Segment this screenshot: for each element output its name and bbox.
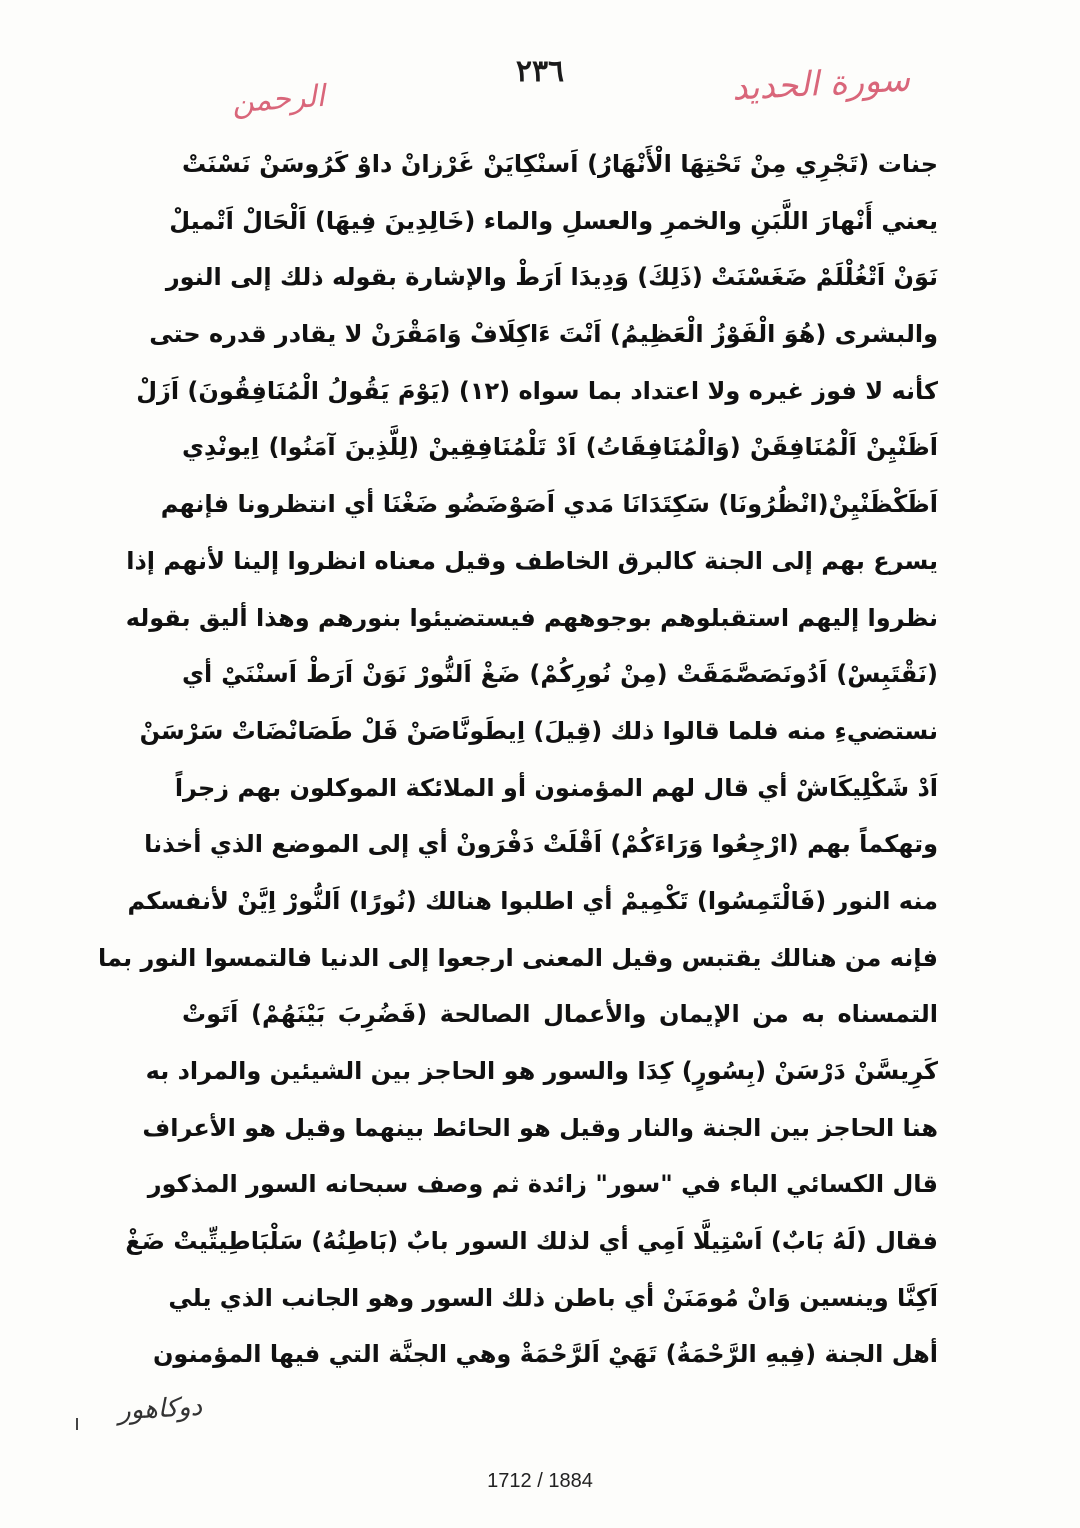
- text-line: فقال (لَهُ بَابٌ) اَسْتِيلَّا اَمِي أي لذلك السور بابٌ (بَاطِنُهُ) سَلْبَاطِيتِّيتْ ضَغْ: [125, 1227, 938, 1256]
- text-line: قال الكسائي الباء في "سور" زائدة ثم وصف سبحانه السور المذكور: [147, 1170, 938, 1199]
- text-line: نظروا إليهم استقبلوهم بوجوههم فيستضيئوا بنورهم وهذا أليق بقوله: [125, 603, 938, 632]
- text-line: كأنه لا فوز غيره ولا اعتداد بما سواه (١٢) (يَوْمَ يَقُولُ الْمُنَافِقُونَ) اَزَلْ: [136, 376, 938, 405]
- page-separator: /: [531, 1470, 549, 1492]
- text-line: أهل الجنة (فِيهِ الرَّحْمَةُ) تَهَيْ اَلرَّحْمَةْ وهي الجنَّة التي فيها المؤمنون: [152, 1340, 938, 1369]
- page-number: ٢٣٦: [515, 54, 565, 89]
- text-line: اَدْ شَكْلِيكَاشْ أي قال لهم المؤمنون أو الملائكة الموكلون بهم زجراً: [174, 773, 938, 802]
- handwritten-signature: دوكاهور: [117, 1391, 203, 1427]
- text-line: نستضيءِ منه فلما قالوا ذلك (قِيلَ) اِيطَونَّاصَنْ فَلْ طَصَانْضَاتْ سَرْسَنْ: [139, 716, 938, 745]
- text-line: التمسناه به من الإيمان والأعمال الصالحة (فَضُرِبَ بَيْنَهُمْ) اَتَوتْ: [182, 1000, 938, 1029]
- total-pages: 1884: [548, 1470, 593, 1492]
- margin-tick-mark: [76, 1418, 78, 1430]
- text-line: يسرع بهم إلى الجنة كالبرق الخاطف وقيل معناه انظروا إلينا لأنهم إذا: [126, 546, 938, 575]
- text-line: اَظَكْظَنْيِنْ(انْظُرُونَا) سَكِتَدَانَا مَدي اَصَوْضَضُو ضَغْنَا أي انتظرونا فإنهم: [160, 490, 938, 519]
- text-line: وتهكماً بهم (ارْجِعُوا وَرَاءَكُمْ) اَقْلَتْ دَفْرَونْ أي إلى الموضع الذي أخذنا: [144, 830, 938, 859]
- text-line: اَكِنَّا وينسين وَانْ مُومَنَنْ أي باطن ذلك السور وهو الجانب الذي يلي: [168, 1283, 938, 1312]
- text-line: كَرِيسَّنْ دَرْسَنْ (بِسُورٍ) كِدَا والسور هو الحاجز بين الشيئين والمراد به: [145, 1057, 938, 1085]
- surah-name-annotation: سورة الحديد: [731, 59, 911, 109]
- text-line: هنا الحاجز بين الجنة والنار وقيل هو الحائط بينهما وقيل هو الأعراف: [142, 1113, 938, 1142]
- text-line: والبشرى (هُوَ الْفَوْزُ الْعَظِيمُ) اَنْتَ ءَاكِلَافْ وَامَقْرَنْ لا يقادر قدره حتى: [149, 320, 938, 349]
- text-line: اَظَنْيِنْ اَلْمُنَافِقَنْ (وَالْمُنَافِقَاتُ) اَدْ تَلْمُنَافِقِينْ (لِلَّذِينَ آمَنُوا) اِيونْدِي: [182, 433, 938, 462]
- text-line: يعني أَنْهارَ اللَّبَنِ والخمرِ والعسلِ والماء (خَالِدِينَ فِيهَا) اَلْحَالْ اَتْميلْ: [169, 206, 938, 235]
- text-line: (نَقْتَبِسْ) اَدُونَصَصَّمَقَتْ (مِنْ نُورِكُمْ) ضَغْ اَلنُّورْ نَوَنْ اَرَطْ اَسنْنَيْ أي: [182, 660, 938, 689]
- page-counter: [0, 1470, 1080, 1493]
- text-line: منه النور (فَالْتَمِسُوا) تَكْمِيمْ أي اطلبوا هنالك (نُورًا) اَلنُّورْ اِيَّنْ لأنفسكم: [127, 886, 938, 915]
- body-text: [97, 136, 938, 1383]
- text-line: نَوَنْ اَتْغُلْلَمْ ضَغَسْنَتْ (ذَلِكَ) وَدِيدَا اَرَطْ والإشارة بقوله ذلك إلى النور: [165, 263, 938, 292]
- text-line: فإنه من هنالك يقتبس وقيل المعنى ارجعوا إلى الدنيا فالتمسوا النور بما: [97, 943, 938, 972]
- current-page: 1712: [487, 1470, 532, 1492]
- text-line: جنات (تَجْرِي مِنْ تَحْتِهَا الْأَنْهَارُ) اَسنْكِايَنْ غَرْزانْ داوْ كَرُوسَنْ نَسْنَتْ: [182, 150, 938, 178]
- margin-note-annotation: الرحمن: [230, 78, 326, 121]
